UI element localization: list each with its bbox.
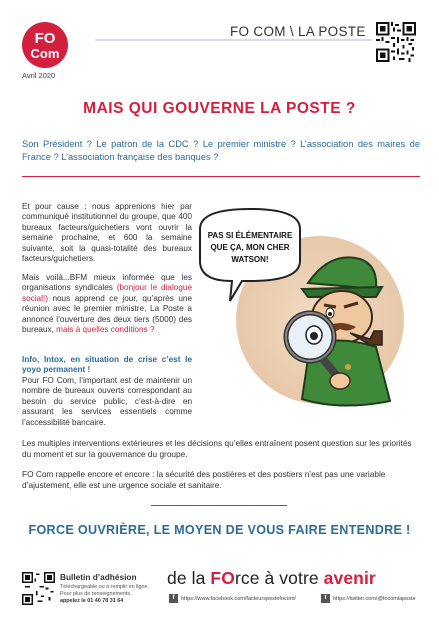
detective-illustration	[190, 205, 423, 425]
bubble-line-1: PAS SI ÉLÉMENTAIRE	[207, 231, 293, 240]
bulletin-line-2: Pour plus de renseignements,	[60, 591, 132, 597]
paragraph-4: Les multiples interventions extérieures et les décisions qu’elles entraînent posent question sur les priorités du moment et sur la gouvernance du groupe.	[22, 438, 412, 459]
paragraph-3: Pour FO Com, l’important est de maintenir un nombre de bureaux ouverts correspondant au besoin du service public, c’est-à-dire en assurant les services essentiels comme l’accessibilité bancaire.	[22, 376, 192, 427]
page-title: MAIS QUI GOUVERNE LA POSTE ?	[83, 100, 356, 117]
svg-text:Com: Com	[30, 46, 60, 61]
twitter-icon: t	[321, 594, 330, 603]
facebook-icon: f	[169, 594, 178, 603]
header-divider	[95, 39, 372, 41]
bulletin-qr-code-icon[interactable]	[22, 572, 55, 605]
brand-title: FO COM \ LA POSTE	[230, 24, 366, 39]
bulletin-line-1: Téléchargeable ou à remplir en ligne.	[60, 584, 149, 590]
bulletin-phone: appelez le 01 40 78 31 64	[60, 598, 124, 604]
slogan: FORCE OUVRIÈRE, LE MOYEN DE VOUS FAIRE ENTENDRE !	[28, 523, 411, 537]
facebook-url[interactable]: https://www.facebook.com/facteurspostefocom/	[181, 595, 296, 602]
tagline	[167, 568, 376, 589]
paragraph-2-highlight: (bonjour le dialogue social!)	[22, 283, 192, 303]
paragraph-5: FO Com rappelle encore et encore : la sécurité des postières et des postiers n’est pas une variable d’ajustement, elle est une urgence sociale et sanitaire.	[22, 469, 386, 490]
bubble-line-3: WATSON!	[231, 255, 269, 264]
tagline-part-a: de la	[167, 568, 211, 588]
tagline-part-c: rce à votre	[234, 568, 324, 588]
paragraph-2	[22, 273, 192, 335]
paragraph-2-text-b: nous apprend ce jour, qu’après une réunion avec le premier ministre, La Poste a annoncé l’ouverture des deux tiers (5000) des bureaux,	[22, 293, 192, 335]
bulletin-title: Bulletin d’adhésion	[60, 572, 137, 582]
paragraph-2-text-a: Mais voilà...BFM mieux informée que les organisations syndicales	[22, 273, 192, 293]
tagline-avenir: avenir	[323, 568, 376, 588]
twitter-url[interactable]: https://twitter.com/@focomlaposte	[333, 595, 416, 602]
twitter-link[interactable]	[321, 594, 416, 603]
qr-code-icon[interactable]	[376, 22, 416, 62]
tagline-fo: FO	[210, 568, 235, 588]
facebook-link[interactable]	[169, 594, 296, 603]
bubble-line-2: QUE ÇA, MON CHER	[210, 243, 290, 252]
paragraph-3-heading: Info, Intox, en situation de crise c’est le yoyo permanent !	[22, 355, 192, 375]
svg-text:FO: FO	[34, 30, 56, 47]
intro-questions: Son Président ? Le patron de la CDC ? Le premier ministre ? L’association des maires de France ? L’association française des banques ?	[22, 139, 420, 162]
paragraph-1: Et pour cause : nous apprenions hier par communiqué institutionnel du groupe, que 400 bureaux facteurs/guichetiers vont ouvrir la semaine prochaine, et 600 la semaine suivante, soit la quasi-totalité des bureaux facteurs/guichetiers.	[22, 202, 192, 264]
paragraph-2-conditions: mais à quelles conditions ?	[56, 325, 155, 335]
slogan-divider	[151, 505, 287, 506]
fo-com-logo	[22, 22, 68, 68]
intro-divider	[22, 176, 420, 177]
issue-date: Avril 2020	[22, 71, 56, 80]
